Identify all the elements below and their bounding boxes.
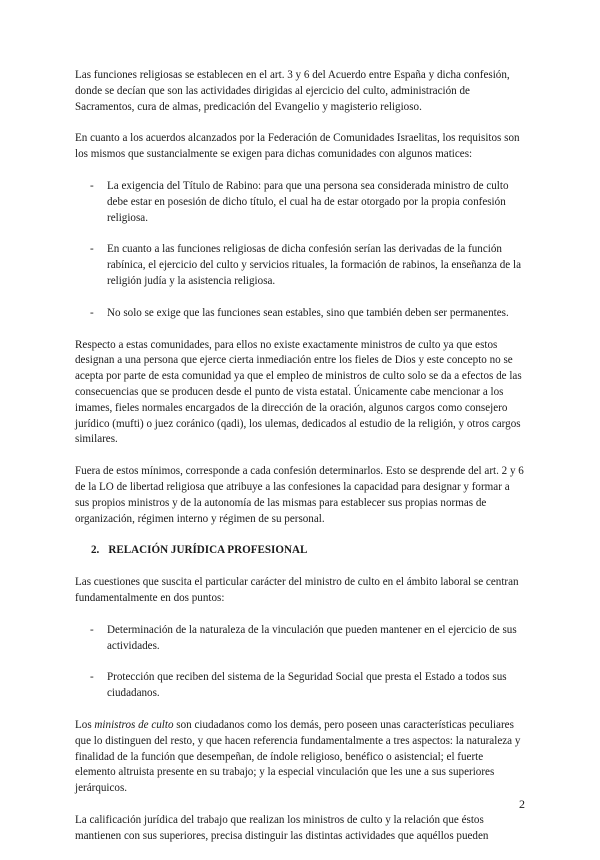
list-item: [75, 242, 525, 289]
italic-term: ministros de culto: [94, 718, 174, 731]
list-item-text: No solo se exige que las funciones sean estables, sino que también deben ser permanentes.: [107, 306, 509, 319]
paragraph-prefix: Los: [75, 718, 95, 731]
paragraph-comunidades: Respecto a estas comunidades, para ellos no existe exactamente ministros de culto ya que estos designan a una persona que ejerce cierta inmediación entre los fieles de Dios y este concepto no se acepta por parte de esta comunidad ya que el empleo de ministros de culto solo se da a efectos de las consecuencias que se producen desde el punto de vista estatal. Únicamente cabe mencionar a los imames, fieles normales encargados de la dirección de la oración, algunos cargos como consejero jurídico (mufti) o juez coránico (qadi), los ulemas, dedicados al estudio de la religión, y otros cargos similares.: [75, 338, 522, 446]
paragraph-rest: son ciudadanos como los demás, pero poseen unas características peculiares que lo distinguen del resto, y que hacen referencia fundamentalmente a tres aspectos: la naturaleza y finalidad de la función que desempeñan, de índole religioso, benéfico o asistencial; el fuerte elemento altruista presente en su trabajo; y la especial vinculación que les une a sus superiores jerárquicos.: [75, 718, 521, 795]
bullet-dash: -: [90, 623, 94, 636]
page-content: [75, 68, 525, 860]
paragraph-ministros-de-culto: [75, 718, 525, 797]
section-heading: [75, 543, 525, 559]
section-number: 2.: [91, 544, 100, 557]
list-item-text: Protección que reciben del sistema de la Seguridad Social que presta el Estado a todos sus ciudadanos.: [107, 671, 507, 700]
list-item-text: En cuanto a las funciones religiosas de dicha confesión serían las derivadas de la función rabínica, el ejercicio del culto y servicios rituales, la formación de rabinos, la enseñanza de la religión judía y la asistencia religiosa.: [107, 243, 521, 287]
list-item-text: Determinación de la naturaleza de la vinculación que pueden mantener en el ejercicio de sus actividades.: [107, 623, 517, 652]
paragraph-funciones-religiosas: Las funciones religiosas se establecen en el art. 3 y 6 del Acuerdo entre España y dicha confesión, donde se decían que son las actividades dirigidas al ejercicio del culto, administración de Sacramentos, cura de almas, predicación del Evangelio y magisterio religioso.: [75, 69, 510, 113]
bullet-dash: -: [90, 243, 94, 256]
section-title: RELACIÓN JURÍDICA PROFESIONAL: [108, 544, 308, 557]
page-number: 2: [519, 797, 525, 811]
bullet-list-requisitos: [75, 179, 525, 322]
paragraph-federacion-israelitas: En cuanto a los acuerdos alcanzados por la Federación de Comunidades Israelitas, los requisitos son los mismos que sustancialmente se exigen para dichas comunidades con algunos matices:: [75, 132, 520, 161]
bullet-dash: -: [90, 306, 94, 319]
bullet-list-puntos: [75, 623, 525, 702]
list-item: [75, 179, 525, 226]
paragraph-calificacion: La calificación jurídica del trabajo que realizan los ministros de culto y la relación que éstos mantienen con sus superiores, precisa distinguir las distintas actividades que aquéllos pueden: [75, 813, 489, 842]
list-item-text: La exigencia del Título de Rabino: para que una persona sea considerada ministro de culto debe estar en posesión de dicho título, el cual ha de estar otorgado por la propia confesión religiosa.: [107, 179, 509, 224]
list-item: [75, 306, 525, 322]
bullet-dash: -: [90, 179, 94, 192]
paragraph-minimos: Fuera de estos mínimos, corresponde a cada confesión determinarlos. Esto se desprende del art. 2 y 6 de la LO de libertad religiosa que atribuye a las confesiones la capacidad para designar y formar a sus propios ministros y de la autonomía de las mismas para establecer sus propias normas de organización, régimen interno y régimen de su personal.: [75, 465, 524, 525]
list-item: [75, 670, 525, 702]
list-item: [75, 623, 525, 655]
paragraph-cuestiones: Las cuestiones que suscita el particular carácter del ministro de culto en el ámbito laboral se centran fundamentalmente en dos puntos:: [75, 576, 519, 604]
bullet-dash: -: [90, 671, 94, 684]
